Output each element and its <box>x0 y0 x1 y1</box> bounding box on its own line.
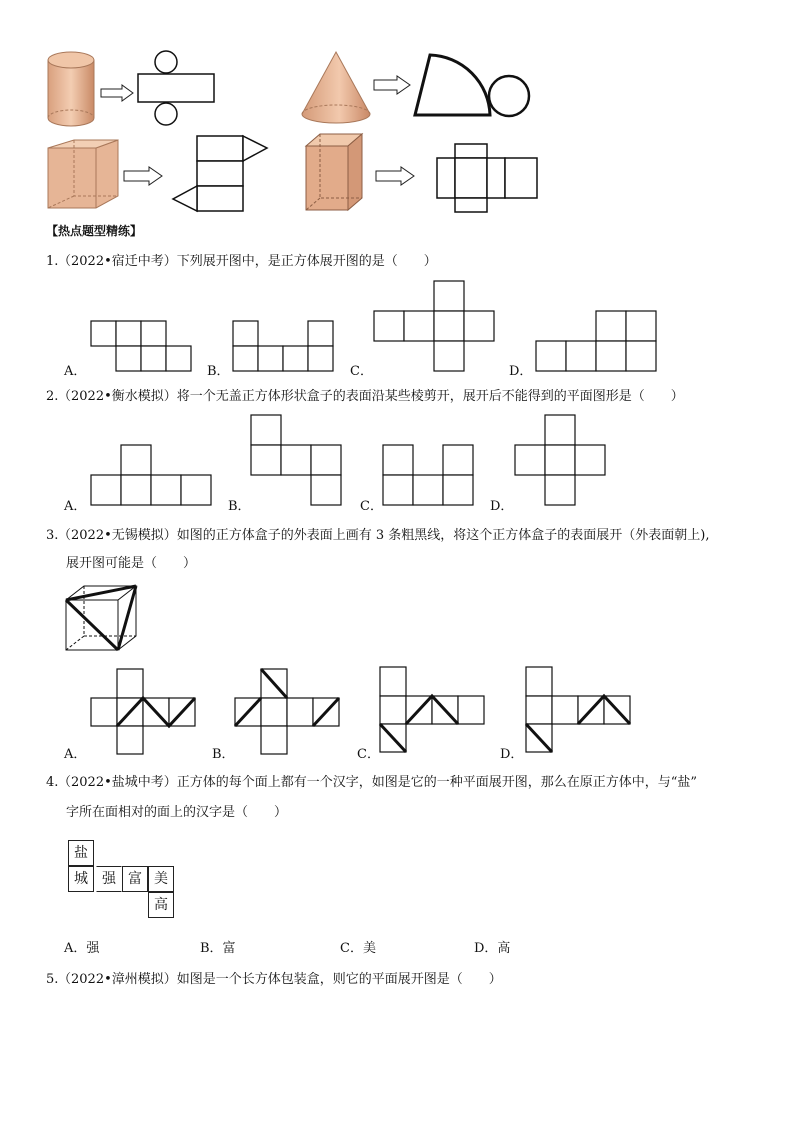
cylinder-net <box>136 50 216 126</box>
q3-option-a[interactable]: A． <box>64 747 87 762</box>
q3-option-c[interactable]: C． <box>357 747 380 762</box>
q1-net-d <box>535 310 659 374</box>
q1-option-a[interactable]: A． <box>64 364 87 379</box>
q3-cube-figure <box>64 584 138 652</box>
question-1-number: 1. <box>46 254 59 269</box>
q4-option-b[interactable]: B．富 <box>200 941 236 956</box>
q3-option-d[interactable]: D． <box>500 747 524 762</box>
question-3-text-line2: 展开图可能是（ ） <box>66 556 197 571</box>
triangular-prism-net <box>170 134 270 214</box>
q1-net-a <box>90 320 194 374</box>
q3-option-b[interactable]: B． <box>212 747 235 762</box>
net-cell-qiang: 强 <box>96 866 122 892</box>
cone-net <box>412 52 532 118</box>
question-5-text: （2022•漳州模拟）如图是一个长方体包装盒，则它的平面展开图是（ ） <box>58 972 502 987</box>
q1-option-c[interactable]: C． <box>350 364 373 379</box>
q2-net-b <box>250 414 344 508</box>
q2-option-c[interactable]: C． <box>360 499 383 514</box>
q1-net-b <box>232 320 336 374</box>
q2-option-a[interactable]: A． <box>64 499 87 514</box>
net-cell-yan: 盐 <box>68 840 94 866</box>
q4-option-d[interactable]: D．高 <box>474 941 511 956</box>
q1-option-d[interactable]: D． <box>509 364 533 379</box>
question-2-text: （2022•衡水模拟）将一个无盖正方体形状盒子的表面沿某些棱剪开，展开后不能得到的平面图形是（ ） <box>58 389 684 404</box>
section-heading: 【热点题型精练】 <box>46 224 143 238</box>
q3-net-b <box>234 668 344 756</box>
q2-option-d[interactable]: D． <box>490 499 514 514</box>
net-cell-cheng: 城 <box>68 866 94 892</box>
arrow-icon <box>123 166 163 186</box>
q1-net-c <box>373 280 497 374</box>
net-cell-mei: 美 <box>148 866 174 892</box>
q4-option-a[interactable]: A．强 <box>64 941 100 956</box>
triangular-prism-figure <box>46 138 122 212</box>
cuboid-net <box>435 142 539 214</box>
question-3-number: 3. <box>46 528 59 543</box>
arrow-icon <box>373 75 411 95</box>
q3-net-a <box>90 668 200 756</box>
q3-net-c <box>379 666 489 756</box>
cylinder-figure <box>46 50 96 130</box>
q2-net-d <box>514 414 608 508</box>
net-cell-gao: 高 <box>148 892 174 918</box>
question-4-text-line1: （2022•盐城中考）正方体的每个面上都有一个汉字，如图是它的一种平面展开图，那么在原正方体中，与“盐” <box>58 775 698 790</box>
q3-net-d <box>525 666 635 756</box>
q2-net-c <box>382 444 476 508</box>
cuboid-figure <box>304 132 364 214</box>
question-4-number: 4. <box>46 775 59 790</box>
cone-figure <box>300 50 372 124</box>
question-2-number: 2. <box>46 389 59 404</box>
q1-option-b[interactable]: B． <box>207 364 230 379</box>
question-1-text: （2022•宿迁中考）下列展开图中，是正方体展开图的是（ ） <box>58 254 437 269</box>
question-4-text-line2: 字所在面相对的面上的汉字是（ ） <box>66 805 288 820</box>
arrow-icon <box>375 166 415 186</box>
q2-net-a <box>90 444 214 508</box>
q4-option-c[interactable]: C．美 <box>340 941 376 956</box>
question-5-number: 5. <box>46 972 59 987</box>
arrow-icon <box>100 84 134 102</box>
q2-option-b[interactable]: B． <box>228 499 251 514</box>
net-cell-fu: 富 <box>122 866 148 892</box>
question-3-text-line1: （2022•无锡模拟）如图的正方体盒子的外表面上画有 3 条粗黑线，将这个正方体盒子的表面展开（外表面朝上), <box>58 528 710 543</box>
